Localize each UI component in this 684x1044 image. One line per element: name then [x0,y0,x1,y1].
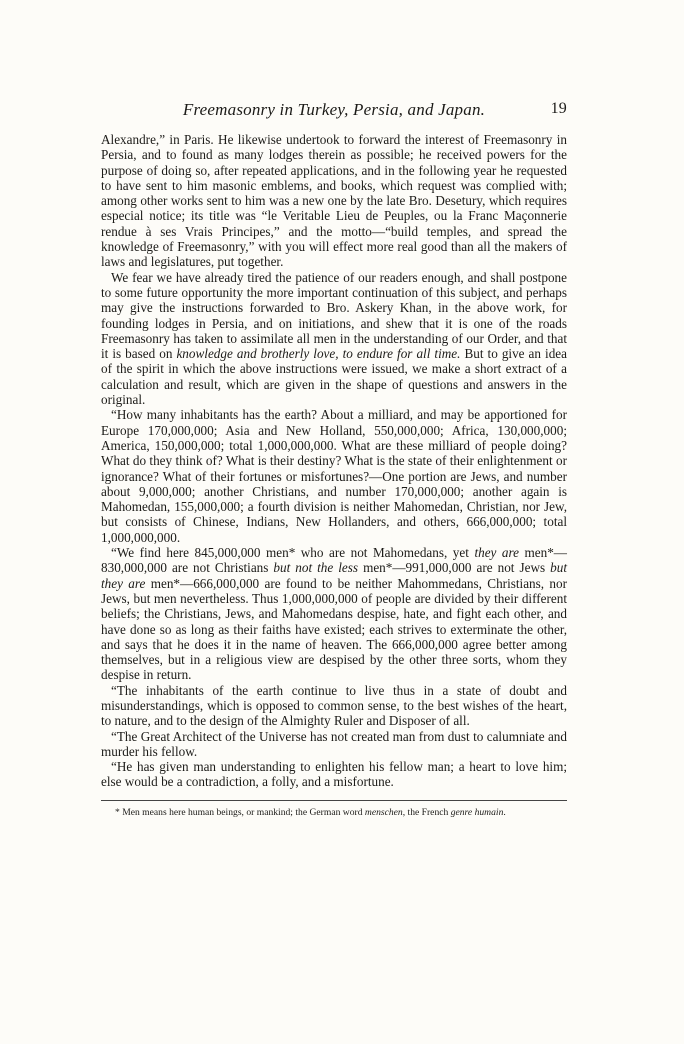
paragraph-2-text-a: We fear we have already tired the patience of our readers enough, and shall postpone to some future opportunity the more important continuation of this subject, and perhaps may give the instructions forwarded to Bro. Askery Khan, in the above work, for founding lodges in Persia, and on initiations, and shew that it is one of the roads Freemasonry has taken to assimilate all men in the understanding of our Order, and that it is based on [101,269,567,362]
footnote-emphasis-2: genre humain [450,806,504,818]
paragraph-6: “The Great Architect of the Universe has not created man from dust to calumniate and murder his fellow. [101,728,567,759]
paragraph-1: Alexandre,” in Paris. He likewise undertook to forward the interest of Freemasonry in Persia, and to found as many lodges therein as possible; he received powers for the purpose of doing so, after repeated applications, and in the following year he requested to have sent to him masonic emblems, and books, which request was complied with; among other works sent to him was a new one by the late Bro. Desetury, which requires especial notice; its title was “le Veritable Lieu de Peuples, ou la Franc Maçonnerie rendue à ses Vrais Principes,” and the motto—“build temples, and spread the knowledge of Freemasonry,” with you will effect more real good than all the makers of laws and legislatures, put together. [101,132,567,270]
footnote-rule [101,800,567,801]
footnote [101,807,567,819]
footnote-text-a: * Men means here human beings, or mankind; the German word [115,806,365,818]
paragraph-2-text-b: But to give an idea of the spirit in which the above instructions were issued, we make a short extract of a calculation and result, which are given in the shape of questions and answers in the original. [101,346,567,408]
footnote-text-b: , the French [402,806,451,818]
paragraph-4-text-c: men*—991,000,000 are not Jews [358,560,551,576]
book-page [101,100,567,819]
footnote-text-c: . [503,806,506,818]
body-text [101,132,567,790]
paragraph-4-emphasis-1: they are [474,545,519,561]
footnote-emphasis-1: menschen [364,806,403,818]
paragraph-4-emphasis-3: but they are [101,560,567,591]
paragraph-2-emphasis: knowledge and brotherly love, to endure for all time. [176,346,461,362]
paragraph-4-text-b: men*—830,000,000 are not Christians [101,545,567,576]
running-title: Freemasonry in Turkey, Persia, and Japan. [182,100,486,119]
paragraph-4-text-d: men*—666,000,000 are found to be neither Mahommedans, Christians, nor Jews, but men nevertheless. Thus 1,000,000,000 of people are divided by their different beliefs; the Christians, Jews, and Mahomedans despise, hate, and fight each other, and have done so as long as their faiths have existed; each strives to exterminate the other, and says that he does it in the name of heaven. The 666,000,000 agree better among themselves, but in a religious view are despised by the other three sorts, whom they despise in return. [101,575,567,683]
page-number: 19 [550,100,567,117]
paragraph-4 [101,545,567,683]
paragraph-3: “How many inhabitants has the earth? About a milliard, and may be apportioned for Europe 170,000,000; Asia and New Holland, 550,000,000; Africa, 130,000,000; America, 150,000,000; total 1,000,000,000. What are these milliard of people doing? What do they think of? What is their destiny? What is the state of their enlightenment or ignorance? What of their fortunes or misfortunes?—One portion are Jews, and number about 9,000,000; another Christians, and number 170,000,000; another again is Mahomedan, 155,000,000; a fourth division is neither Mahomedan, Christian, nor Jew, but consists of Chinese, Indians, New Hollanders, and others, 666,000,000; total 1,000,000,000. [101,407,567,545]
paragraph-7: “He has given man understanding to enlighten his fellow man; a heart to love him; else would be a contradiction, a folly, and a misfortune. [101,759,567,790]
running-head [101,100,567,124]
paragraph-4-emphasis-2: but not the less [273,560,359,576]
paragraph-5: “The inhabitants of the earth continue to live thus in a state of doubt and misunderstandings, which is opposed to common sense, to the best wishes of the heart, to nature, and to the design of the Almighty Ruler and Disposer of all. [101,682,567,729]
paragraph-4-text-a: “We find here 845,000,000 men* who are not Mahomedans, yet [111,545,475,561]
paragraph-2 [101,270,567,408]
